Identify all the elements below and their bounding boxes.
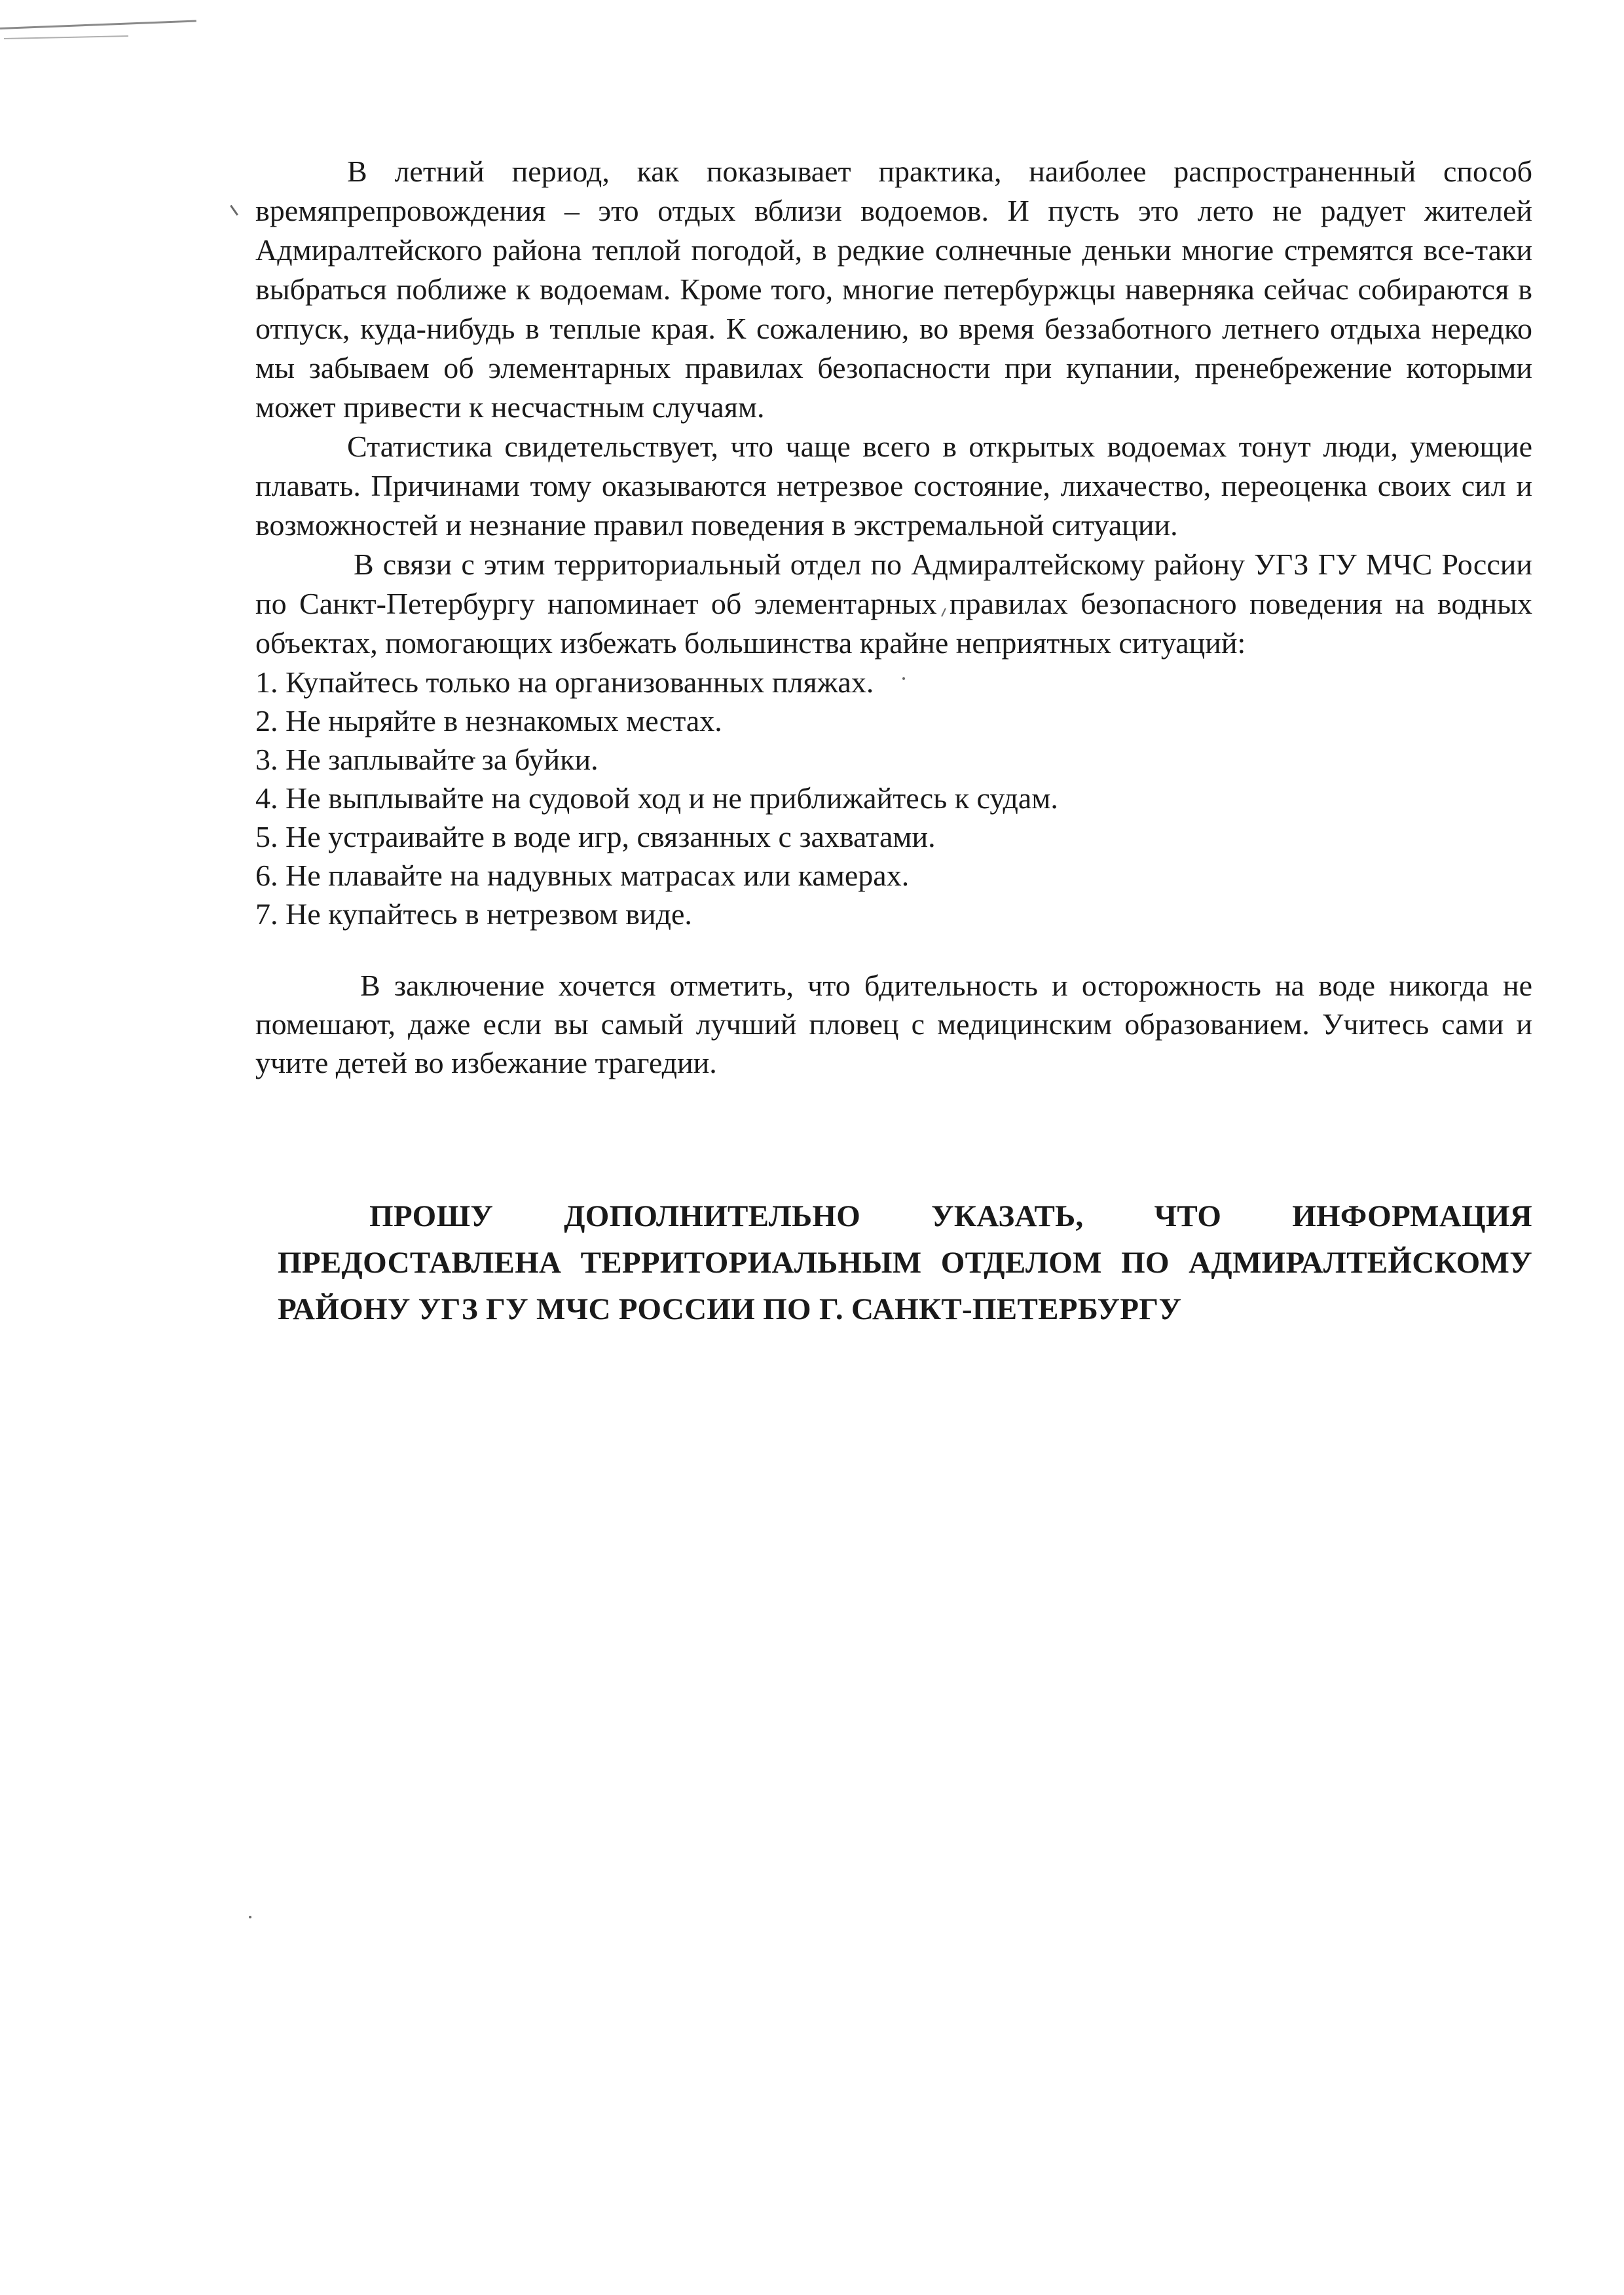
document-page (255, 152, 1532, 1333)
paragraph-reminder: В связи с этим территориальный отдел по Адмиралтейскому району УГЗ ГУ МЧС России по Санкт-Петербургу напоминает об элементарных правилах безопасного поведения на водных объектах, помогающих избежать большинства крайне неприятных ситуаций: (255, 548, 1532, 660)
paragraph-statistics: Статистика свидетельствует, что чаще всего в открытых водоемах тонут люди, умеющие плавать. Причинами тому оказываются нетрезвое состояние, лихачество, переоценка своих сил и возможностей и незнание правил поведения в экстремальной ситуации. (255, 430, 1532, 542)
safety-rule-item: 4. Не выплывайте на судовой ход и не приближайтесь к судам. (255, 781, 1058, 815)
safety-rule-item: 7. Не купайтесь в нетрезвом виде. (255, 897, 692, 931)
attribution-notice: ПРОШУ ДОПОЛНИТЕЛЬНО УКАЗАТЬ, ЧТО ИНФОРМАЦИЯ ПРЕДОСТАВЛЕНА ТЕРРИТОРИАЛЬНЫМ ОТДЕЛОМ ПО АДМИРАЛТЕЙСКОМУ РАЙОНУ УГЗ ГУ МЧС РОССИИ ПО Г. САНКТ-ПЕТЕРБУРГУ (278, 1199, 1532, 1326)
vertical-spacer (255, 933, 1532, 966)
safety-rule-item: 1. Купайтесь только на организованных пляжах. (255, 665, 874, 699)
safety-rule-item: 2. Не ныряйте в незнакомых местах. (255, 704, 722, 737)
scan-artifact-line (4, 35, 128, 39)
safety-rule-item: 3. Не заплывайте за буйки. (255, 743, 599, 776)
paragraph-conclusion: В заключение хочется отметить, что бдительность и осторожность на воде никогда не помешают, даже если вы самый лучший пловец с медицинским образованием. Учитесь сами и учите детей во избежание трагедии. (255, 969, 1532, 1079)
safety-rules-list (255, 663, 1532, 933)
scan-artifact-line (0, 20, 196, 29)
safety-rule-item: 5. Не устраивайте в воде игр, связанных с захватами. (255, 820, 936, 853)
paragraph-summer-rest: В летний период, как показывает практика, наиболее распространенный способ времяпрепровождения – это отдых вблизи водоемов. И пусть это лето не радует жителей Адмиралтейского района теплой погодой, в редкие солнечные деньки многие стремятся все-таки выбраться поближе к водоемам. Кроме того, многие петербуржцы наверняка сейчас собираются в отпуск, куда-нибудь в теплые края. К сожалению, во время беззаботного летнего отдыха нередко мы забываем об элементарных правилах безопасности при купании, пренебрежение которыми может привести к несчастным случаям. (255, 155, 1532, 424)
scan-speck (230, 205, 238, 215)
safety-rule-item: 6. Не плавайте на надувных матрасах или камерах. (255, 859, 910, 892)
scan-speck (249, 1916, 251, 1918)
